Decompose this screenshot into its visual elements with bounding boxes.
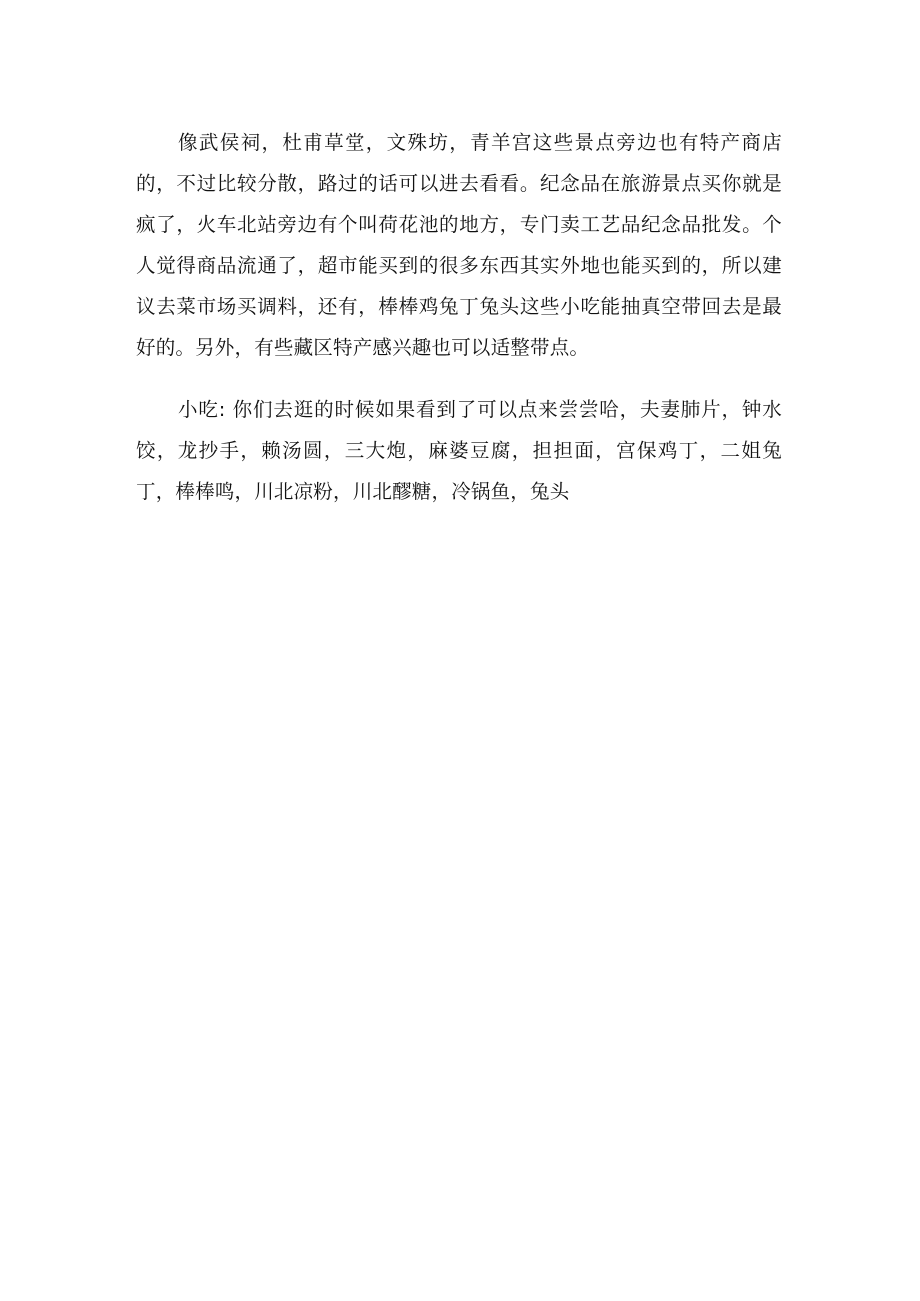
document-body xyxy=(136,122,782,512)
paragraph-specialty-shops: 像武侯祠，杜甫草堂，文殊坊，青羊宫这些景点旁边也有特产商店的，不过比较分散，路过的话可以进去看看。纪念品在旅游景点买你就是疯了，火车北站旁边有个叫荷花池的地方，专门卖工艺品纪念品批发。个人觉得商品流通了，超市能买到的很多东西其实外地也能买到的，所以建议去菜市场买调料，还有，棒棒鸡兔丁兔头这些小吃能抽真空带回去是最好的。另外，有些藏区特产感兴趣也可以适整带点。 xyxy=(136,131,782,359)
paragraph-snacks: 小吃: 你们去逛的时候如果看到了可以点来尝尝哈，夫妻肺片，钟水饺，龙抄手，赖汤圆，三大炮，麻婆豆腐，担担面，宫保鸡丁，二姐兔丁，棒棒鸣，川北凉粉，川北醪糖，冷锅鱼，兔头 xyxy=(136,398,782,503)
